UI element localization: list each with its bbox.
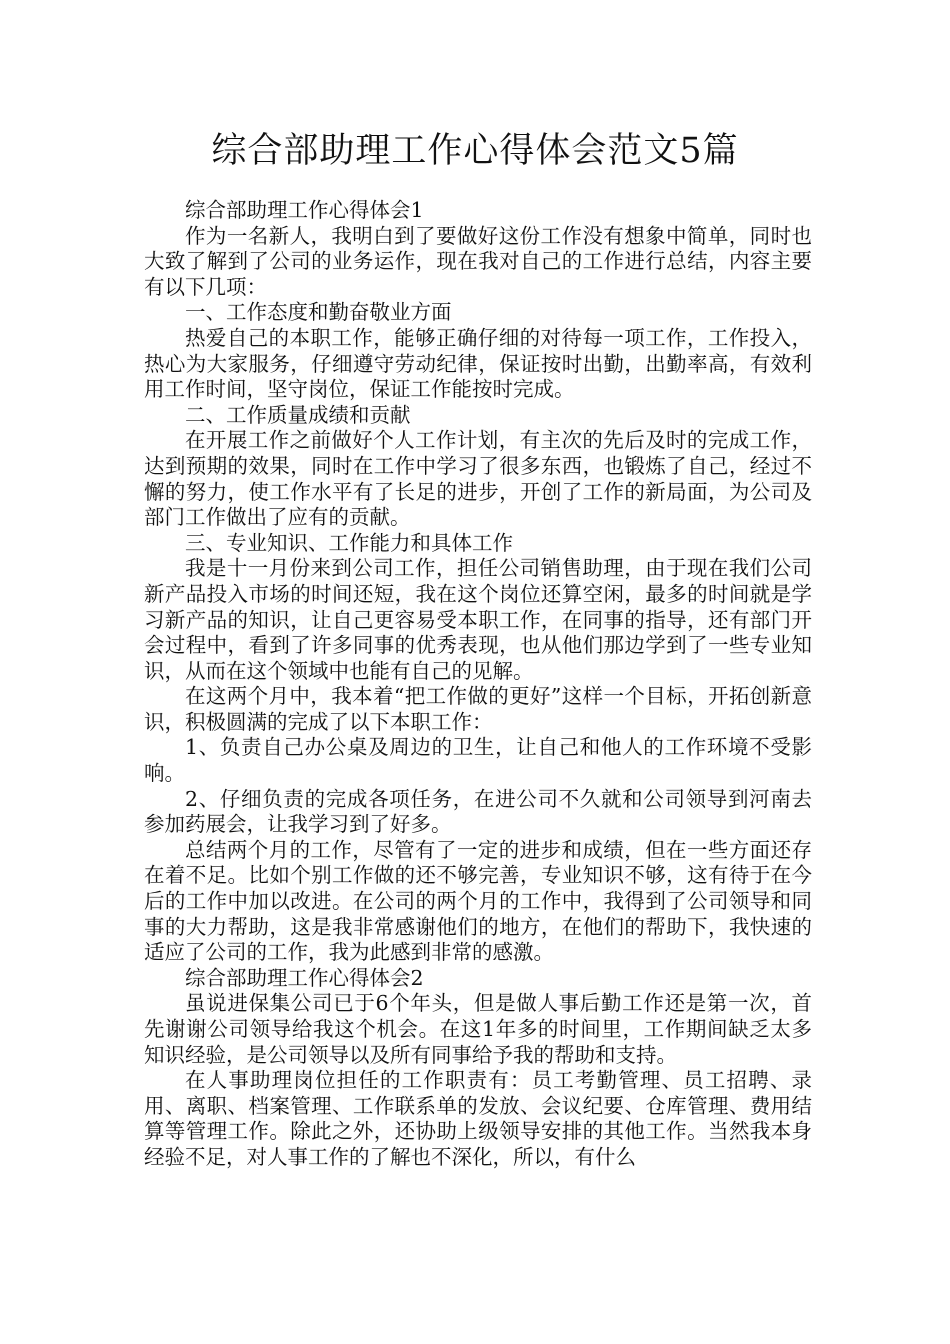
- section-heading: 综合部助理工作心得体会2: [185, 965, 424, 990]
- body-paragraph: 虽说进保集公司已于6个年头，但是做人事后勤工作还是第一次，首先谢谢公司领导给我这个机会。在这1年多的时间里，工作期间缺乏太多知识经验，是公司领导以及所有同事给予我的帮助和支持。: [144, 991, 812, 1067]
- section-heading: 综合部助理工作心得体会1: [185, 198, 424, 222]
- body-paragraph: 在开展工作之前做好个人工作计划，有主次的先后及时的完成工作，达到预期的效果，同时在工作中学习了很多东西，也锻炼了自己，经过不懈的努力，使工作水平有了长足的进步，开创了工作的新局面，为公司及部门工作做出了应有的贡献。: [144, 428, 812, 530]
- section-heading: 二、工作质量成绩和贡献: [185, 402, 411, 427]
- section-heading: 三、专业知识、工作能力和具体工作: [185, 530, 513, 555]
- document-body: [144, 198, 812, 1171]
- body-paragraph: 作为一名新人，我明白到了要做好这份工作没有想象中简单，同时也大致了解到了公司的业务运作，现在我对自己的工作进行总结，内容主要有以下几项：: [144, 223, 812, 299]
- body-paragraph: 1、负责自己办公桌及周边的卫生，让自己和他人的工作环境不受影响。: [144, 735, 812, 786]
- section-heading: 一、工作态度和勤奋敬业方面: [185, 300, 452, 325]
- document-title: 综合部助理工作心得体会范文5篇: [211, 131, 739, 171]
- body-paragraph: 在这两个月中，我本着“把工作做的更好”这样一个目标，开拓创新意识，积极圆满的完成了以下本职工作：: [144, 684, 812, 734]
- body-paragraph: 2、仔细负责的完成各项任务，在进公司不久就和公司领导到河南去参加药展会，让我学习到了好多。: [144, 786, 812, 837]
- body-paragraph: 在人事助理岗位担任的工作职责有：员工考勤管理、员工招聘、录用、离职、档案管理、工作联系单的发放、会议纪要、仓库管理、费用结算等管理工作。除此之外，还协助上级领导安排的其他工作。当然我本身经验不足，对人事工作的了解也不深化，所以，有什么: [144, 1068, 812, 1169]
- body-paragraph: 总结两个月的工作，尽管有了一定的进步和成绩，但在一些方面还存在着不足。比如个别工作做的还不够完善，专业知识不够，这有待于在今后的工作中加以改进。在公司的两个月的工作中，我得到了公司领导和同事的大力帮助，这是我非常感谢他们的地方，在他们的帮助下，我快速的适应了公司的工作，我为此感到非常的感激。: [144, 837, 812, 965]
- body-paragraph: 我是十一月份来到公司工作，担任公司销售助理，由于现在我们公司新产品投入市场的时间还短，我在这个岗位还算空闲，最多的时间就是学习新产品的知识，让自己更容易受本职工作，在同事的指导，还有部门开会过程中，看到了许多同事的优秀表现，也从他们那边学到了一些专业知识，从而在这个领域中也能有自己的见解。: [144, 556, 812, 683]
- body-paragraph: 热爱自己的本职工作，能够正确仔细的对待每一项工作，工作投入，热心为大家服务，仔细遵守劳动纪律，保证按时出勤，出勤率高，有效利用工作时间，坚守岗位，保证工作能按时完成。: [144, 325, 812, 402]
